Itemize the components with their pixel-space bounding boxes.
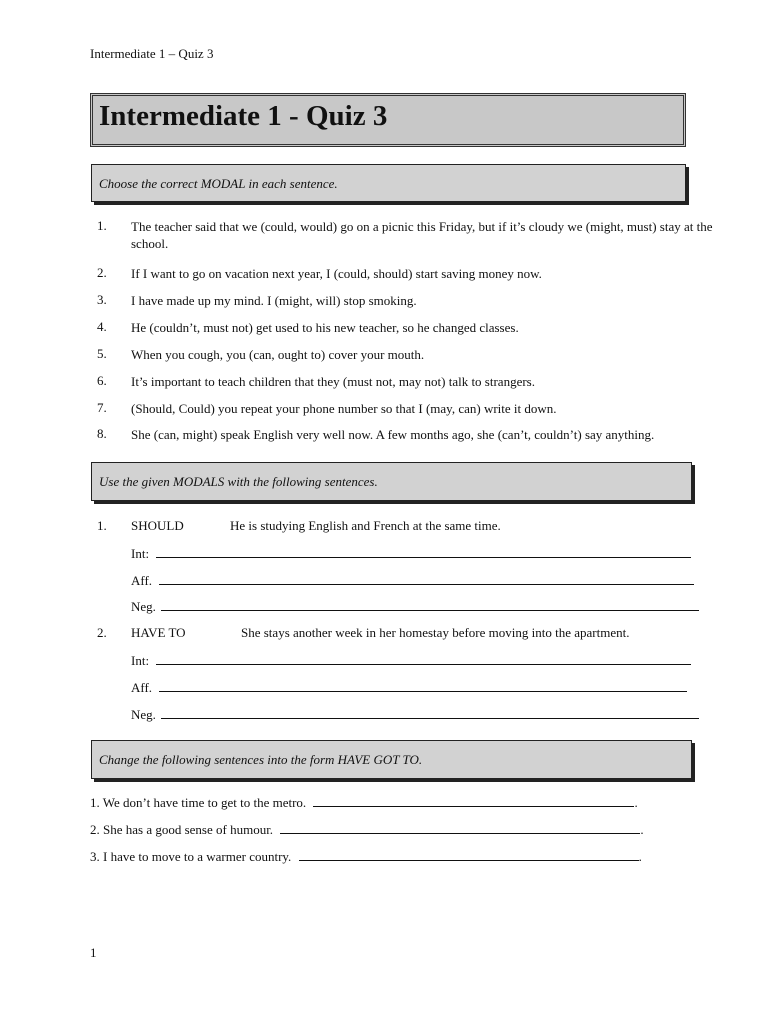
question-text: If I want to go on vacation next year, I (could, should) start saving money now. (131, 266, 542, 281)
running-header: Intermediate 1 – Quiz 3 (90, 46, 214, 61)
negative-row (131, 598, 699, 615)
interrogative-label: Int: (131, 653, 150, 668)
interrogative-label: Int: (131, 546, 150, 561)
interrogative-answer-line[interactable] (156, 545, 691, 558)
section-3-instruction: Change the following sentences into the form HAVE GOT TO. (99, 752, 423, 767)
modal-word: HAVE TO (131, 625, 186, 640)
sentence-end: . (638, 849, 642, 864)
question-text: He (couldn’t, must not) get used to his new teacher, so he changed classes. (131, 320, 519, 335)
question-number: 1. (97, 218, 107, 233)
interrogative-row (131, 652, 691, 669)
interrogative-answer-line[interactable] (156, 652, 691, 665)
section-2-instruction: Use the given MODALS with the following sentences. (99, 474, 378, 489)
transform-item (90, 848, 642, 865)
modal-word: SHOULD (131, 518, 184, 533)
item-number: 1. (97, 518, 107, 533)
affirmative-answer-line[interactable] (159, 679, 687, 692)
question-text: The teacher said that we (could, would) go on a picnic this Friday, but if it’s cloudy we (might, must) stay at the school. (131, 219, 713, 251)
negative-row (131, 706, 699, 723)
section-3-instruction-box (91, 740, 692, 779)
transform-answer-line[interactable] (280, 821, 640, 834)
question-text: (Should, Could) you repeat your phone number so that I (may, can) write it down. (131, 401, 557, 416)
question-number: 2. (97, 265, 107, 280)
question-number: 6. (97, 373, 107, 388)
section-2-instruction-box (91, 462, 692, 501)
sentence-end: . (640, 822, 644, 837)
section-1-instruction: Choose the correct MODAL in each sentence. (99, 176, 338, 191)
question-number: 5. (97, 346, 107, 361)
transform-item (90, 794, 638, 811)
section-1-instruction-box (91, 164, 686, 202)
sentence-end: . (634, 795, 638, 810)
base-sentence: She stays another week in her homestay before moving into the apartment. (241, 625, 630, 640)
transform-sentence: 2. She has a good sense of humour. (90, 822, 274, 837)
affirmative-answer-line[interactable] (159, 572, 694, 585)
question-text: I have made up my mind. I (might, will) stop smoking. (131, 293, 417, 308)
question-number: 8. (97, 426, 107, 441)
negative-label: Neg. (131, 599, 156, 614)
transform-answer-line[interactable] (299, 848, 639, 861)
negative-answer-line[interactable] (161, 706, 699, 719)
negative-label: Neg. (131, 707, 156, 722)
transform-item (90, 821, 644, 838)
transform-answer-line[interactable] (313, 794, 634, 807)
affirmative-label: Aff. (131, 573, 153, 588)
interrogative-row (131, 545, 691, 562)
affirmative-row (131, 679, 687, 696)
item-number: 2. (97, 625, 107, 640)
question-text: When you cough, you (can, ought to) cover your mouth. (131, 347, 425, 362)
question-text: It’s important to teach children that they (must not, may not) talk to strangers. (131, 374, 535, 389)
affirmative-row (131, 572, 694, 589)
question-text: She (can, might) speak English very well now. A few months ago, she (can’t, couldn’t) say anything. (131, 427, 655, 442)
negative-answer-line[interactable] (161, 598, 699, 611)
question-number: 4. (97, 319, 107, 334)
page-number: 1 (90, 945, 97, 960)
question-number: 7. (97, 400, 107, 415)
base-sentence: He is studying English and French at the same time. (230, 518, 501, 533)
page-title: Intermediate 1 - Quiz 3 (99, 100, 388, 132)
title-box (90, 93, 686, 147)
transform-sentence: 1. We don’t have time to get to the metro. (90, 795, 307, 810)
question-number: 3. (97, 292, 107, 307)
affirmative-label: Aff. (131, 680, 153, 695)
transform-sentence: 3. I have to move to a warmer country. (90, 849, 292, 864)
